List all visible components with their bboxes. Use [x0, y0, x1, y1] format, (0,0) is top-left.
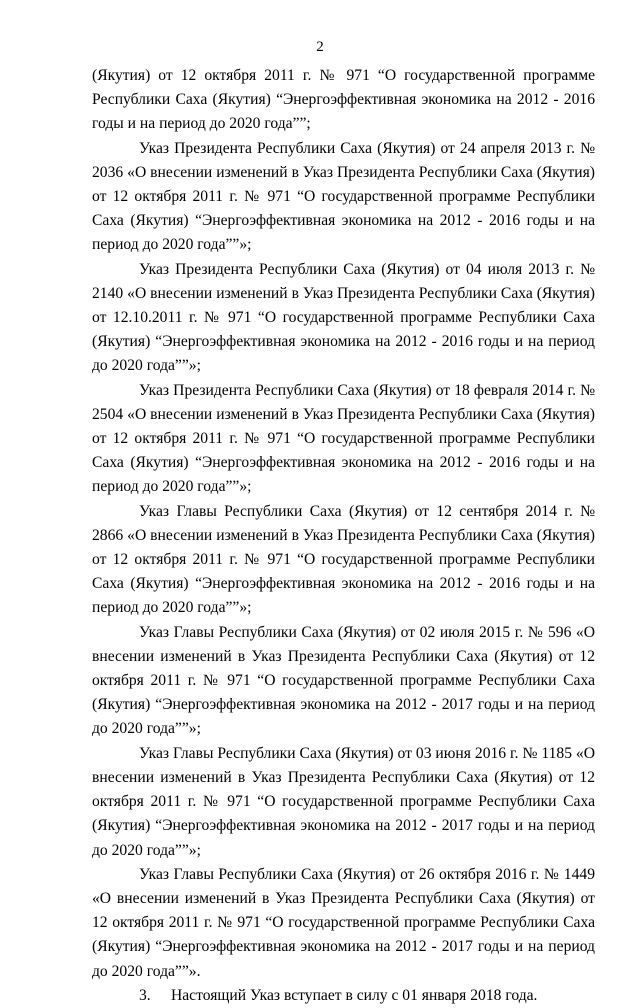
paragraph-continuation: (Якутия) от 12 октября 2011 г. № 971 “О государственной программе Республики Саха (Якутия) “Энергоэффективная экономика на 2012 - 2016 годы и на период до 2020 года””;: [92, 67, 595, 133]
item-number: 3.: [139, 986, 151, 1004]
document-body: [92, 64, 595, 1008]
paragraph-decree-2016-10-26: Указ Главы Республики Саха (Якутия) от 26 октября 2016 г. № 1449 «О внесении изменений в Указ Президента Республики Саха (Якутия) от 12 октября 2011 г. № 971 “О государственной программе Республики Саха (Якутия) “Энергоэффективная экономика на 2012 - 2017 годы и на период до 2020 года””».: [92, 865, 595, 980]
numbered-item-3: [92, 984, 595, 1008]
paragraph-decree-2014-09-12: Указ Главы Республики Саха (Якутия) от 12 сентября 2014 г. № 2866 «О внесении изменений в Указ Президента Республики Саха (Якутия) от 12 октября 2011 г. № 971 “О государственной программе Республики Саха (Якутия) “Энергоэффективная экономика на 2012 - 2016 годы и на период до 2020 года””»;: [92, 502, 595, 617]
paragraph-decree-2015-07-02: Указ Главы Республики Саха (Якутия) от 02 июля 2015 г. № 596 «О внесении изменений в Указ Президента Республики Саха (Якутия) от 12 октября 2011 г. № 971 “О государственной программе Республики Саха (Якутия) “Энергоэффективная экономика на 2012 - 2017 годы и на период до 2020 года””»;: [92, 623, 595, 738]
paragraph-decree-2013-07-04: Указ Президента Республики Саха (Якутия) от 04 июля 2013 г. № 2140 «О внесении изменений в Указ Президента Республики Саха (Якутия) от 12.10.2011 г. № 971 “О государственной программе Республики Саха (Якутия) “Энергоэффективная экономика на 2012 - 2016 годы и на период до 2020 года””»;: [92, 260, 595, 375]
paragraph-decree-2013-04-24: Указ Президента Республики Саха (Якутия) от 24 апреля 2013 г. № 2036 «О внесении изменений в Указ Президента Республики Саха (Якутия) от 12 октября 2011 г. № 971 “О государственной программе Республики Саха (Якутия) “Энергоэффективная экономика на 2012 - 2016 годы и на период до 2020 года””»;: [92, 139, 595, 254]
page-number: 2: [316, 39, 324, 55]
paragraph-decree-2016-06-03: Указ Главы Республики Саха (Якутия) от 03 июня 2016 г. № 1185 «О внесении изменений в Указ Президента Республики Саха (Якутия) от 12 октября 2011 г. № 971 “О государственной программе Республики Саха (Якутия) “Энергоэффективная экономика на 2012 - 2017 годы и на период до 2020 года””»;: [92, 744, 595, 859]
item-text: Настоящий Указ вступает в силу с 01 января 2018 года.: [171, 986, 538, 1004]
paragraph-decree-2014-02-18: Указ Президента Республики Саха (Якутия) от 18 февраля 2014 г. № 2504 «О внесении изменений в Указ Президента Республики Саха (Якутия) от 12 октября 2011 г. № 971 “О государственной программе Республики Саха (Якутия) “Энергоэффективная экономика на 2012 - 2016 годы и на период до 2020 года””»;: [92, 381, 595, 496]
